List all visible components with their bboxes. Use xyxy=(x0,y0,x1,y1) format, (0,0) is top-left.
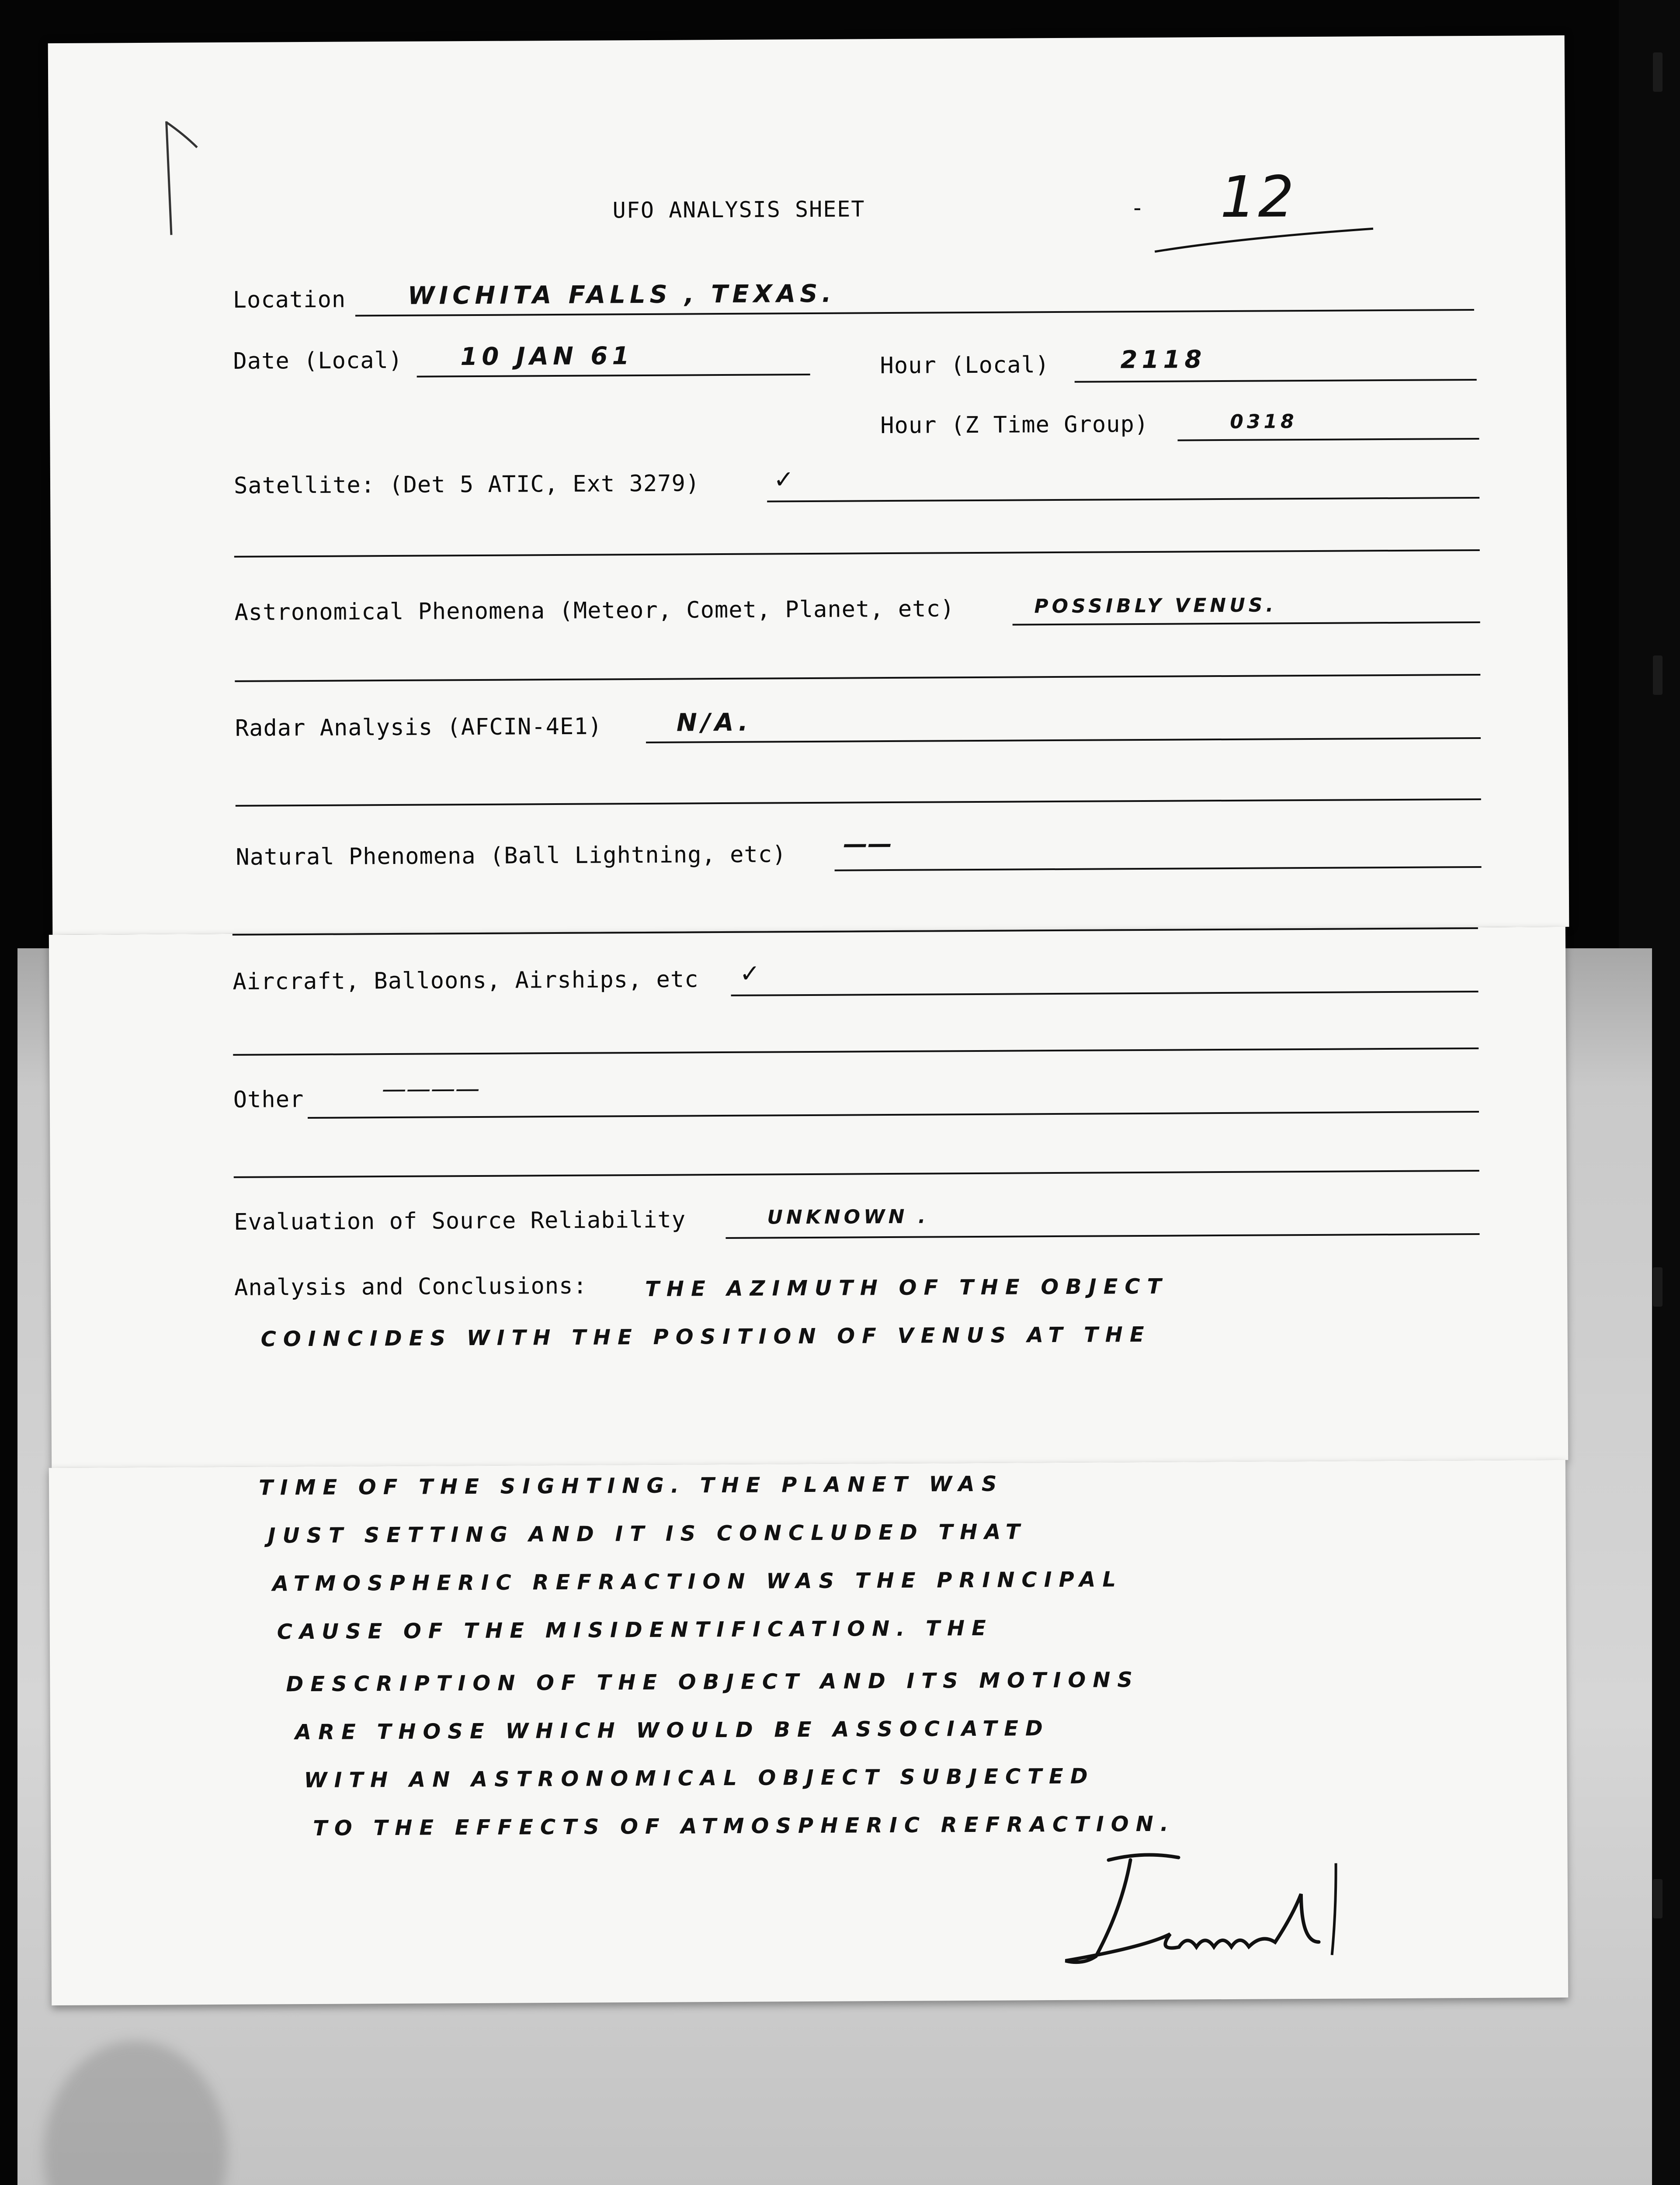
natural-value: —— xyxy=(843,830,892,859)
analysis-line: ARE THOSE WHICH WOULD BE ASSOCIATED xyxy=(295,1716,1050,1745)
analysis-line: TO THE EFFECTS OF ATMOSPHERIC REFRACTION. xyxy=(312,1811,1176,1841)
evaluation-rule xyxy=(725,1233,1479,1239)
analysis-line: TIME OF THE SIGHTING. THE PLANET WAS xyxy=(258,1471,1004,1500)
other-label: Other xyxy=(233,1086,304,1113)
page-number-underline xyxy=(1150,224,1378,260)
hour-z-label: Hour (Z Time Group) xyxy=(880,411,1149,439)
analysis-sheet-lower xyxy=(49,927,1568,1468)
other-rule-2 xyxy=(234,1170,1479,1178)
film-perforation xyxy=(1653,1879,1663,1918)
page-number: 12 xyxy=(1220,163,1296,231)
corner-mark xyxy=(153,117,202,239)
other-rule xyxy=(308,1111,1479,1119)
aircraft-value: ✓ xyxy=(739,959,765,988)
location-value: WICHITA FALLS , TEXAS. xyxy=(407,279,836,310)
hour-local-value: 2118 xyxy=(1120,345,1206,375)
analysis-sheet-bottom xyxy=(49,1460,1568,2005)
film-perforation xyxy=(1653,52,1663,92)
analysis-line: ATMOSPHERIC REFRACTION WAS THE PRINCIPAL xyxy=(272,1567,1123,1596)
aircraft-rule-2 xyxy=(233,1047,1479,1056)
evaluation-label: Evaluation of Source Reliability xyxy=(234,1207,686,1235)
hour-local-rule xyxy=(1075,379,1477,383)
satellite-label: Satellite: (Det 5 ATIC, Ext 3279) xyxy=(233,470,700,499)
satellite-value: ✓ xyxy=(773,465,799,494)
analysis-line: JUST SETTING AND IT IS CONCLUDED THAT xyxy=(267,1519,1027,1548)
radar-label: Radar Analysis (AFCIN-4E1) xyxy=(235,713,603,742)
page-title: UFO ANALYSIS SHEET xyxy=(612,196,865,223)
smudge xyxy=(44,2041,227,2185)
hour-local-label: Hour (Local) xyxy=(880,352,1050,379)
analysis-line: THE AZIMUTH OF THE OBJECT xyxy=(645,1274,1169,1301)
analysis-line: WITH AN ASTRONOMICAL OBJECT SUBJECTED xyxy=(304,1764,1095,1793)
date-rule xyxy=(417,374,810,378)
radar-value: N/A. xyxy=(676,708,752,737)
astronomical-label: Astronomical Phenomena (Meteor, Comet, Planet, etc) xyxy=(234,596,955,626)
satellite-rule xyxy=(767,497,1479,503)
satellite-rule-2 xyxy=(234,549,1480,558)
dash-mark: - xyxy=(1130,194,1145,222)
radar-rule-2 xyxy=(236,798,1481,807)
natural-label: Natural Phenomena (Ball Lightning, etc) xyxy=(236,841,787,871)
aircraft-rule xyxy=(731,991,1479,996)
astronomical-rule-2 xyxy=(235,674,1480,682)
location-rule xyxy=(355,309,1474,316)
date-value: 10 JAN 61 xyxy=(460,342,634,371)
natural-rule xyxy=(835,866,1482,871)
signature xyxy=(1056,1845,1406,1987)
analysis-line: DESCRIPTION OF THE OBJECT AND ITS MOTIONS xyxy=(286,1668,1140,1697)
analysis-line: CAUSE OF THE MISIDENTIFICATION. THE xyxy=(277,1616,993,1644)
analysis-sheet xyxy=(48,35,1569,935)
film-perforation xyxy=(1653,1267,1663,1307)
radar-rule xyxy=(646,737,1481,743)
astronomical-rule xyxy=(1013,621,1480,626)
hour-z-rule xyxy=(1177,438,1479,441)
film-perforation xyxy=(1653,656,1663,695)
other-value: ———— xyxy=(382,1074,480,1104)
astronomical-value: POSSIBLY VENUS. xyxy=(1034,594,1277,618)
hour-z-value: 0318 xyxy=(1230,410,1298,433)
analysis-label: Analysis and Conclusions: xyxy=(234,1273,587,1301)
date-label: Date (Local) xyxy=(233,347,403,375)
analysis-line: COINCIDES WITH THE POSITION OF VENUS AT THE xyxy=(260,1322,1151,1352)
aircraft-label: Aircraft, Balloons, Airships, etc xyxy=(233,966,699,995)
location-label: Location xyxy=(233,286,346,313)
evaluation-value: UNKNOWN . xyxy=(767,1205,929,1229)
